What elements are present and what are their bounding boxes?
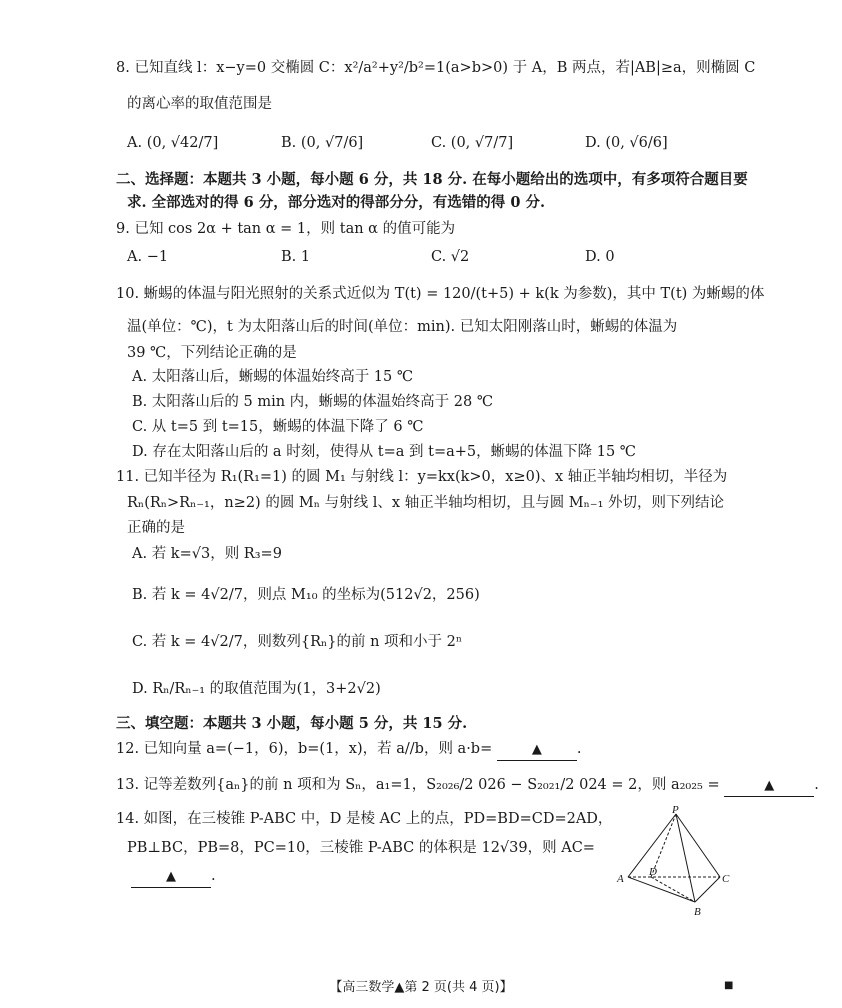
blank-triangle-icon: ▲ xyxy=(531,742,542,757)
page-footer: 【高三数学▲第 2 页(共 4 页)】 xyxy=(329,980,513,995)
q10-option-c[interactable]: C. 从 t=5 到 t=15，蜥蜴的体温下降了 6 ℃ xyxy=(132,419,424,435)
q14-stem-line2: PB⊥BC，PB=8，PC=10，三棱锥 P-ABC 的体积是 12√39，则 AC= xyxy=(127,840,595,856)
q11-option-c[interactable]: C. 若 k = 4√2/7，则数列{Rₙ}的前 n 项和小于 2ⁿ xyxy=(132,634,463,650)
label-d: D xyxy=(649,866,657,878)
q13-stem-text: 13. 记等差数列{aₙ}的前 n 项和为 Sₙ，a₁=1，S₂₀₂₆/2 026 − S₂₀₂₁/2 024 = 2，则 a₂₀₂₅ = xyxy=(116,777,720,793)
section2-heading-line2: 求. 全部选对的得 6 分，部分选对的得部分分，有选错的得 0 分. xyxy=(127,194,546,211)
q10-stem-line3: 39 ℃，下列结论正确的是 xyxy=(127,345,297,361)
q11-option-b[interactable]: B. 若 k = 4√2/7，则点 M₁₀ 的坐标为(512√2，256) xyxy=(132,587,480,603)
q14-answer-blank[interactable] xyxy=(131,866,211,888)
page-corner-mark: ■ xyxy=(724,980,734,991)
q14-stem-line1: 14. 如图，在三棱锥 P-ABC 中，D 是棱 AC 上的点，PD=BD=CD=2AD， xyxy=(116,811,613,827)
q9-option-d[interactable]: D. 0 xyxy=(585,249,615,265)
q13-stem xyxy=(116,775,819,797)
q10-stem-line1: 10. 蜥蜴的体温与阳光照射的关系式近似为 T(t) = 120/(t+5) + k(k 为参数)，其中 T(t) 为蜥蜴的体 xyxy=(116,286,765,302)
q12-stem-text: 12. 已知向量 a=(−1，6)，b=(1，x)，若 a//b，则 a·b= xyxy=(116,741,493,757)
q8-stem-line1 xyxy=(116,58,755,78)
section2-heading-line1: 二、选择题：本题共 3 小题，每小题 6 分，共 18 分. 在每小题给出的选项中，有多项符合题目要 xyxy=(116,171,748,188)
q9-option-a[interactable]: A. −1 xyxy=(127,249,169,265)
q9-option-b[interactable]: B. 1 xyxy=(281,249,311,265)
blank-triangle-icon: ▲ xyxy=(166,869,176,884)
q14-end: . xyxy=(211,868,216,884)
label-c: C xyxy=(722,873,730,885)
q11-stem-line3: 正确的是 xyxy=(127,520,185,536)
section3-heading: 三、填空题：本题共 3 小题，每小题 5 分，共 15 分. xyxy=(116,715,468,732)
q12-end: . xyxy=(576,741,582,757)
pyramid-figure xyxy=(612,804,742,922)
q12-stem xyxy=(116,739,581,761)
q10-option-a[interactable]: A. 太阳落山后，蜥蜴的体温始终高于 15 ℃ xyxy=(132,369,414,385)
label-a: A xyxy=(617,873,624,885)
q9-stem: 9. 已知 cos 2α + tan α = 1，则 tan α 的值可能为 xyxy=(116,221,456,237)
q13-end: . xyxy=(814,777,819,793)
blank-triangle-icon: ▲ xyxy=(764,778,775,793)
q12-answer-blank[interactable] xyxy=(497,739,577,761)
q11-option-d[interactable]: D. Rₙ/Rₙ₋₁ 的取值范围为(1，3+2√2) xyxy=(132,681,381,697)
q8-option-d[interactable]: D. (0, √6/6] xyxy=(585,135,668,151)
q14-answer-line xyxy=(131,866,216,888)
q10-option-b[interactable]: B. 太阳落山后的 5 min 内，蜥蜴的体温始终高于 28 ℃ xyxy=(132,394,494,410)
q9-option-c[interactable]: C. √2 xyxy=(431,249,470,265)
q8-stem-line2: 的离心率的取值范围是 xyxy=(127,96,272,112)
q8-option-c[interactable]: C. (0, √7/7] xyxy=(431,135,514,151)
label-b: B xyxy=(694,906,701,918)
q10-stem-line2: 温(单位：℃)，t 为太阳落山后的时间(单位：min). 已知太阳刚落山时，蜥蜴的体温为 xyxy=(127,319,678,335)
q11-option-a[interactable]: A. 若 k=√3，则 R₃=9 xyxy=(132,546,282,562)
q11-stem-line2: Rₙ(Rₙ>Rₙ₋₁，n≥2) 的圆 Mₙ 与射线 l、x 轴正半轴均相切，且与圆 Mₙ₋₁ 外切，则下列结论 xyxy=(127,495,724,511)
q8-option-a[interactable]: A. (0, √42/7] xyxy=(127,135,219,151)
q10-option-d[interactable]: D. 存在太阳落山后的 a 时刻，使得从 t=a 到 t=a+5，蜥蜴的体温下降 15 ℃ xyxy=(132,444,637,460)
q8-option-b[interactable]: B. (0, √7/6] xyxy=(281,135,364,151)
label-p: P xyxy=(672,804,679,816)
q11-stem-line1: 11. 已知半径为 R₁(R₁=1) 的圆 M₁ 与射线 l：y=kx(k>0，x≥0)、x 轴正半轴均相切，半径为 xyxy=(116,469,728,485)
q8-stem-text: 8. 已知直线 l：x−y=0 交椭圆 C：x²/a²+y²/b²=1(a>b>0) 于 A，B 两点，若|AB|≥a，则椭圆 C xyxy=(116,60,756,76)
edge-bc xyxy=(695,877,720,902)
q13-answer-blank[interactable] xyxy=(724,775,814,797)
edge-ab xyxy=(628,877,695,902)
edge-bd-hidden xyxy=(651,877,695,902)
